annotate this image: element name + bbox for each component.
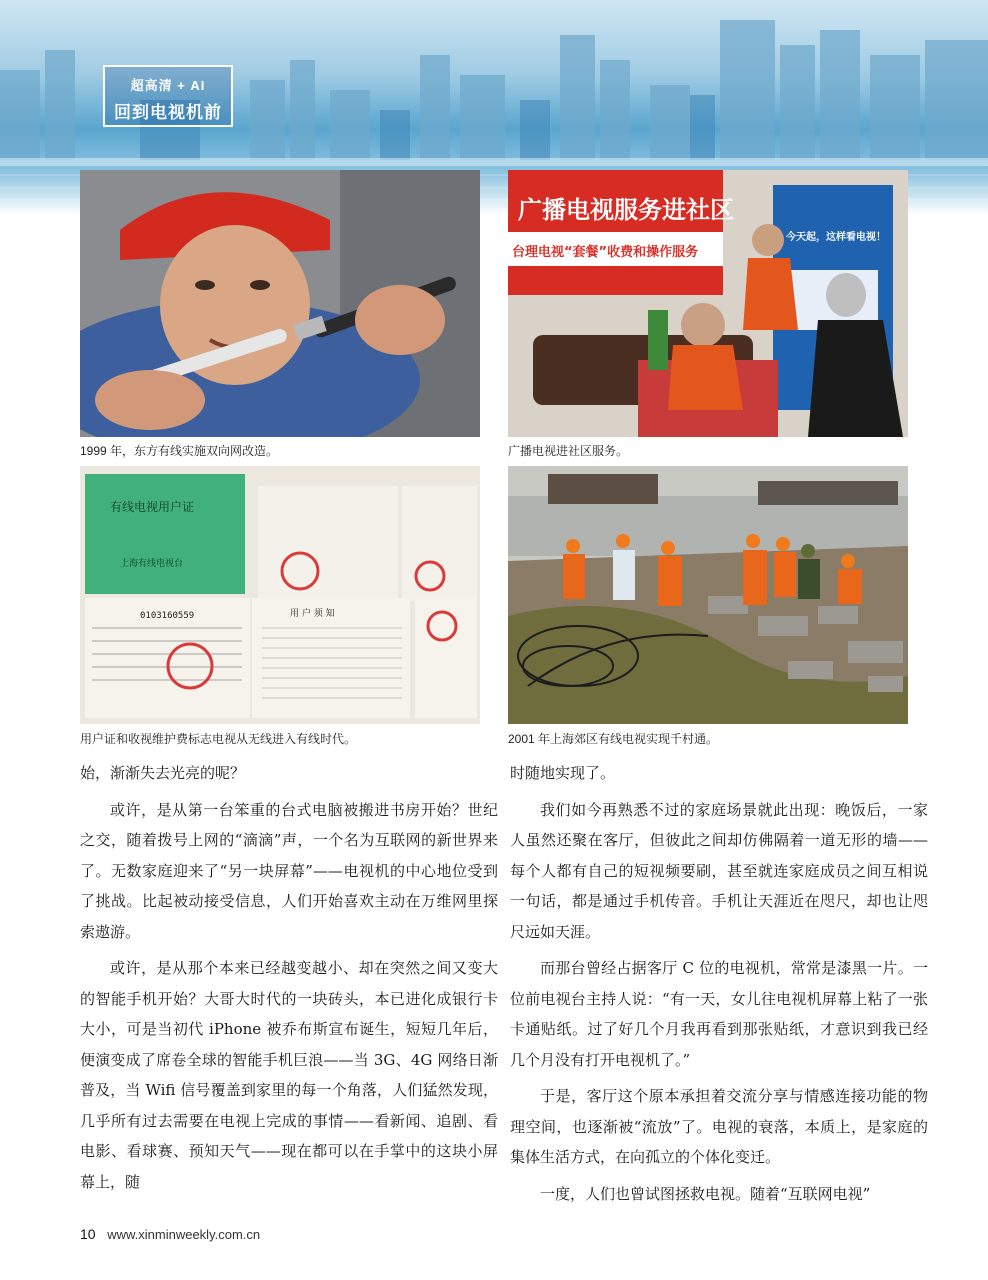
photo-caption: 2001 年上海郊区有线电视实现千村通。 (508, 732, 719, 746)
paragraph: 而那台曾经占据客厅 C 位的电视机，常常是漆黑一片。一位前电视台主持人说：“有一天，女儿往电视机屏幕上粘了一张卡通贴纸。过了好几个月我再看到那张贴纸，才意识到我已经几个月没有打开电视机了。” (510, 959, 928, 1069)
paragraph: 或许，是从第一台笨重的台式电脑被搬进书房开始？世纪之交，随着拨号上网的“滴滴”声，一个名为互联网的新世界来了。无数家庭迎来了“另一块屏幕”——电视机的中心地位受到了挑战。比起被动接受信息，人们开始喜欢主动在万维网里探索遨游。 (80, 800, 498, 941)
paragraph: 始，渐渐失去光亮的呢？ (80, 764, 246, 782)
website-url: www.xinminweekly.com.cn (107, 1227, 261, 1242)
section-title: 回到电视机前 (114, 103, 222, 122)
photo-community-service (508, 170, 908, 437)
article-column-right (510, 758, 928, 1209)
photo-1999-worker (80, 170, 480, 437)
card-title: 有线电视用户证 (110, 500, 195, 514)
photo-caption: 1999 年，东方有线实施双向网改造。 (80, 444, 279, 458)
article-column-left (80, 758, 498, 1197)
paragraph: 一度，人们也曾试图拯救电视。随着“互联网电视” (540, 1184, 871, 1203)
card-issuer: 上海有线电视台 (120, 559, 184, 569)
photo-caption: 用户证和收视维护费标志电视从无线进入有线时代。 (80, 732, 357, 746)
photo-2001-shore-workers (508, 466, 908, 724)
poster-headline: 今天起，这样看电视！ (786, 232, 886, 243)
photo-caption: 广播电视进社区服务。 (508, 444, 629, 458)
page-footer (80, 1226, 260, 1242)
banner-line-1: 广播电视服务进社区 (518, 196, 734, 224)
paragraph: 我们如今再熟悉不过的家庭场景就此出现：晚饭后，一家人虽然还聚在客厅，但彼此之间却仿佛隔着一道无形的墙——每个人都有自己的短视频要刷，甚至就连家庭成员之间互相说一句话，都是通过手机传音。手机让天涯近在咫尺，却也让咫尺远如天涯。 (510, 800, 928, 941)
paragraph: 于是，客厅这个原本承担着交流分享与情感连接功能的物理空间，也逐渐被“流放”了。电视的衰落，本质上，是家庭的集体生活方式，在向孤立的个体化变迁。 (510, 1087, 928, 1166)
banner-line-2: 台理电视“套餐”收费和操作服务 (512, 245, 699, 260)
paragraph: 或许，是从那个本来已经越变越小、却在突然之间又变大的智能手机开始？大哥大时代的一块砖头，本已进化成银行卡大小，可是当初代 iPhone 被乔布斯宣布诞生，短短几年后，便演变成了席卷全球的智能手机巨浪——当 3G、4G 网络日渐普及，当 Wifi 信号覆盖到家里的每一个角落，人们猛然发现，几乎所有过去需要在电视上完成的事情——看新闻、追剧、看电影、看球赛、预知天气——现在都可以在手掌中的这块小屏幕上，随 (80, 959, 498, 1191)
notice-title: 用 户 须 知 (290, 609, 335, 619)
page-number: 10 (80, 1226, 96, 1242)
card-number: 0103160559 (140, 611, 195, 621)
paragraph: 时随地实现了。 (510, 764, 616, 782)
photo-certificates (80, 466, 480, 724)
section-badge (103, 65, 233, 127)
section-subtitle: 超高清 + AI (130, 78, 206, 93)
